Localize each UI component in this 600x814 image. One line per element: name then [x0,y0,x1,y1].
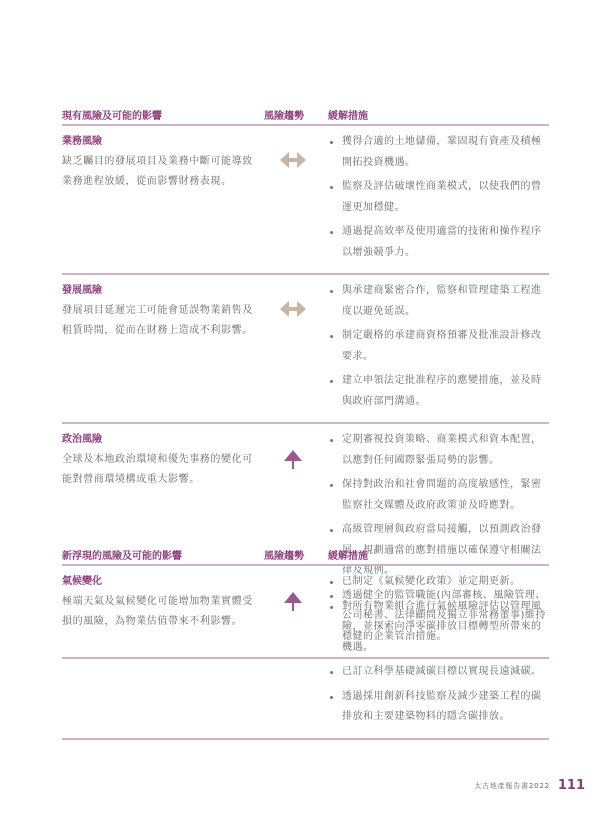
column-header: 緩解措施 [328,550,368,562]
mitigation-item: 建立申領法定批准程序的應變措施，並及時與政府部門溝通。 [328,371,549,412]
mitigation-item: 制定嚴格的承建商資格預審及批准設計修改要求。 [328,326,549,367]
mitigation-item: 已訂立科學基礎減碳目標以實現長遠減碳。 [328,662,549,683]
mitigation-item: 透過健全的監管職能(內部審核、風險管理、公司秘書、法律顧問及獨立非常務董事)維持穩健的企業管治措施。 [328,586,549,648]
risk-title: 發展風險 [62,285,102,296]
increase-icon [284,592,302,732]
column-header: 新浮現的風險及可能的影響 [62,550,182,562]
column-header: 緩解措施 [328,110,368,122]
risk-title: 氣候變化 [62,576,102,587]
report-title: 太古地產報告書2022 [474,781,550,790]
table-row [62,126,549,275]
risk-title: 政治風險 [62,434,102,445]
page-footer [474,778,585,793]
mitigation-item: 監察及評估破壞性商業模式，以使我們的營運更加穩健。 [328,177,549,218]
mitigation-item: 對所有物業組合進行氣候風險評估以管理風險，並探索向淨零碳排放目標轉型所帶來的機遇。 [328,597,549,659]
table-row [62,275,549,424]
risk-description: 發展項目延遲完工可能會延誤物業銷售及租賃時間，從而在財務上造成不利影響。 [62,305,253,336]
stable-icon [280,301,306,416]
mitigation-item: 與承建商緊密合作，監察和管理建築工程進度以避免延誤。 [328,281,549,322]
mitigation-item: 通過提高效率及使用適當的技術和操作程序以增強競爭力。 [328,222,549,263]
stable-icon [280,152,306,267]
risk-description: 極端天氣及氣候變化可能增加物業實體受損的風險，為物業估值帶來不利影響。 [62,596,253,627]
mitigation-item: 保持對政治和社會問題的高度敏感性，緊密監察社交媒體及政府政策並及時應對。 [328,475,549,516]
mitigation-list [328,281,549,412]
risk-description: 缺乏矚目的發展項目及業務中斷可能導致業務進程放緩，從而影響財務表現。 [62,156,253,187]
page-number: 111 [557,778,585,793]
column-header: 現有風險及可能的影響 [62,110,162,122]
mitigation-item: 透過採用創新科技監察及減少建築工程的碳排放和主要建築物料的隱含碳排放。 [328,687,549,728]
mitigation-item: 獲得合適的土地儲備，鞏固現有資產及積極開拓投資機遇。 [328,132,549,173]
table-row [62,566,549,740]
mitigation-list [328,132,549,263]
table-header [62,104,549,126]
mitigation-item: 已制定《氣候變化政策》並定期更新。 [328,572,549,593]
column-header: 風險趨勢 [264,550,304,562]
risk-title: 業務風險 [62,136,102,147]
emerging-risks-table [62,544,549,740]
mitigation-item: 定期審視投資策略、商業模式和資本配置，以應對任何國際緊張局勢的影響。 [328,430,549,471]
mitigation-item: 高級管理層與政府當局接觸，以預測政治發展，規劃適當的應對措施以確保遵守相關法律及規例。 [328,520,549,582]
mitigation-list [328,572,549,728]
column-header: 風險趨勢 [264,110,304,122]
table-header [62,544,549,566]
risk-description: 全球及本地政治環境和優先事務的變化可能對營商環境構成重大影響。 [62,454,253,485]
